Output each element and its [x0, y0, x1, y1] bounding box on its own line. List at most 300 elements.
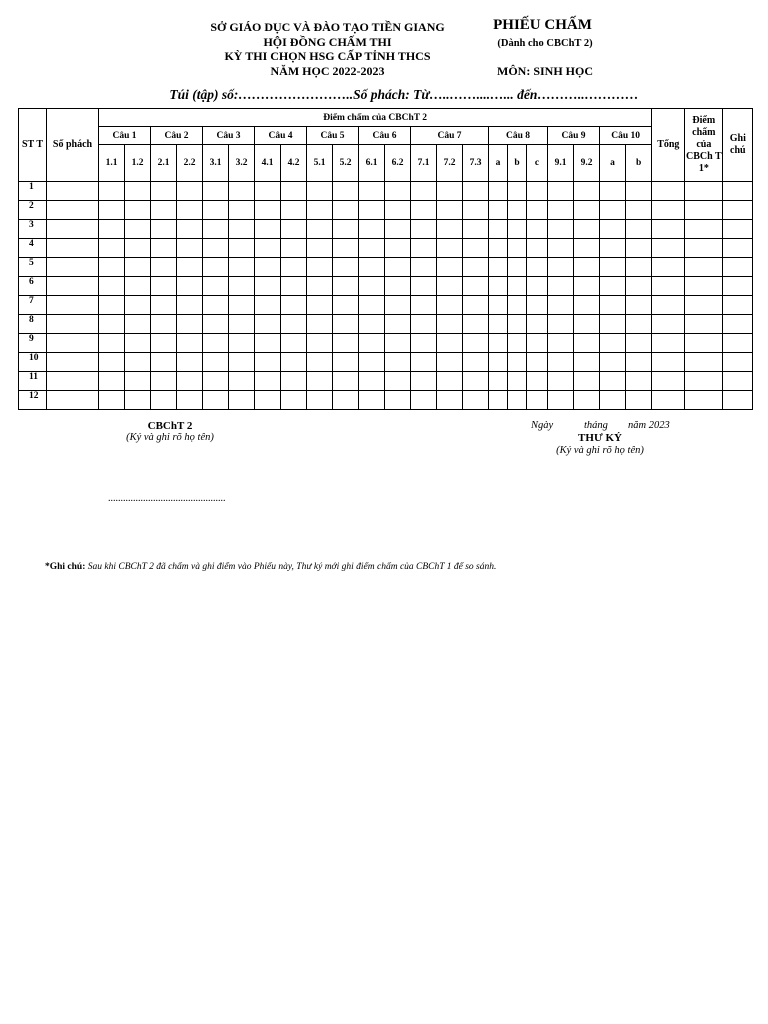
score-cell	[99, 334, 125, 353]
table-row	[19, 315, 753, 334]
cbcht1-score-cell	[685, 239, 723, 258]
score-cell	[177, 277, 203, 296]
score-cell	[177, 353, 203, 372]
score-cell	[574, 182, 600, 201]
score-cell	[281, 182, 307, 201]
score-cell	[151, 220, 177, 239]
score-cell	[151, 296, 177, 315]
table-row	[19, 296, 753, 315]
score-cell	[385, 239, 411, 258]
score-cell	[359, 201, 385, 220]
score-cell	[385, 372, 411, 391]
score-cell	[600, 334, 626, 353]
row-number: 3	[19, 220, 47, 239]
score-cell	[411, 372, 437, 391]
score-cell	[333, 182, 359, 201]
score-cell	[600, 372, 626, 391]
score-cell	[463, 220, 489, 239]
so-phach-cell	[47, 220, 99, 239]
score-cell	[411, 296, 437, 315]
score-cell	[333, 334, 359, 353]
score-cell	[203, 201, 229, 220]
score-cell	[255, 277, 281, 296]
score-cell	[574, 258, 600, 277]
footnote-label: *Ghi chú:	[45, 562, 86, 572]
score-cell	[281, 220, 307, 239]
score-cell	[600, 220, 626, 239]
score-cell	[307, 220, 333, 239]
score-cell	[255, 353, 281, 372]
subquestion-header: 2.2	[177, 145, 203, 182]
score-cell	[307, 334, 333, 353]
score-cell	[333, 258, 359, 277]
score-cell	[437, 258, 463, 277]
score-cell	[333, 372, 359, 391]
subquestion-header: 5.2	[333, 145, 359, 182]
score-cell	[359, 353, 385, 372]
score-cell	[548, 220, 574, 239]
score-cell	[125, 277, 151, 296]
table-row	[19, 182, 753, 201]
score-cell	[385, 391, 411, 410]
score-cell	[508, 258, 527, 277]
subquestion-header: 4.1	[255, 145, 281, 182]
score-cell	[548, 315, 574, 334]
note-cell	[723, 277, 753, 296]
score-cell	[489, 220, 508, 239]
signer-right-note: (Ký và ghi rõ họ tên)	[556, 445, 644, 456]
score-cell	[125, 334, 151, 353]
so-phach-cell	[47, 372, 99, 391]
score-cell	[229, 182, 255, 201]
total-cell	[652, 239, 685, 258]
score-cell	[255, 315, 281, 334]
score-cell	[489, 391, 508, 410]
score-cell	[489, 372, 508, 391]
score-cell	[177, 391, 203, 410]
score-cell	[411, 239, 437, 258]
table-row	[19, 239, 753, 258]
header-ghi-chu: Ghi chú	[723, 109, 753, 182]
score-cell	[626, 201, 652, 220]
score-cell	[307, 353, 333, 372]
score-cell	[229, 296, 255, 315]
question-header: Câu 9	[548, 127, 600, 145]
total-cell	[652, 334, 685, 353]
score-cell	[527, 258, 548, 277]
score-cell	[99, 391, 125, 410]
score-cell	[508, 353, 527, 372]
header-score-group: Điểm chấm của CBChT 2	[99, 109, 652, 127]
score-cell	[626, 391, 652, 410]
score-cell	[99, 372, 125, 391]
score-cell	[626, 182, 652, 201]
question-header: Câu 8	[489, 127, 548, 145]
row-number: 2	[19, 201, 47, 220]
score-cell	[151, 201, 177, 220]
score-cell	[281, 372, 307, 391]
table-row	[19, 277, 753, 296]
score-cell	[437, 220, 463, 239]
score-cell	[508, 296, 527, 315]
score-cell	[489, 353, 508, 372]
so-phach-cell	[47, 334, 99, 353]
subquestion-header: c	[527, 145, 548, 182]
row-number: 7	[19, 296, 47, 315]
signer-left-note: (Ký và ghi rõ họ tên)	[126, 432, 214, 443]
note-cell	[723, 239, 753, 258]
score-cell	[151, 182, 177, 201]
score-cell	[177, 239, 203, 258]
score-cell	[385, 277, 411, 296]
score-cell	[203, 372, 229, 391]
score-cell	[385, 334, 411, 353]
cbcht1-score-cell	[685, 315, 723, 334]
total-cell	[652, 296, 685, 315]
so-phach-cell	[47, 277, 99, 296]
score-cell	[281, 201, 307, 220]
score-cell	[307, 258, 333, 277]
signer-right-title: THƯ KÝ	[578, 432, 622, 444]
so-phach-cell	[47, 315, 99, 334]
org-council: HỘI ĐỒNG CHẤM THI	[263, 34, 392, 49]
score-cell	[203, 334, 229, 353]
score-cell	[203, 296, 229, 315]
score-cell	[600, 296, 626, 315]
score-cell	[333, 239, 359, 258]
score-cell	[333, 220, 359, 239]
score-cell	[177, 372, 203, 391]
score-cell	[359, 296, 385, 315]
score-cell	[600, 391, 626, 410]
so-phach-cell	[47, 353, 99, 372]
score-cell	[151, 353, 177, 372]
score-cell	[229, 277, 255, 296]
score-cell	[151, 239, 177, 258]
score-cell	[333, 296, 359, 315]
subquestion-header: b	[626, 145, 652, 182]
score-cell	[229, 372, 255, 391]
score-cell	[281, 353, 307, 372]
subquestion-header: 7.2	[437, 145, 463, 182]
score-cell	[437, 277, 463, 296]
cbcht1-score-cell	[685, 201, 723, 220]
score-cell	[626, 334, 652, 353]
score-cell	[281, 239, 307, 258]
total-cell	[652, 353, 685, 372]
header-tong: Tổng	[652, 109, 685, 182]
score-cell	[255, 296, 281, 315]
so-phach-cell	[47, 391, 99, 410]
score-cell	[359, 220, 385, 239]
score-cell	[600, 201, 626, 220]
subquestion-header: 9.1	[548, 145, 574, 182]
score-cell	[437, 315, 463, 334]
score-cell	[307, 239, 333, 258]
header-diem-cbcht1: Điểm chấm của CBCh T 1*	[685, 109, 723, 182]
score-cell	[255, 182, 281, 201]
total-cell	[652, 315, 685, 334]
score-cell	[255, 391, 281, 410]
score-cell	[99, 182, 125, 201]
score-cell	[437, 296, 463, 315]
cbcht1-score-cell	[685, 334, 723, 353]
total-cell	[652, 391, 685, 410]
table-row	[19, 391, 753, 410]
score-cell	[359, 277, 385, 296]
score-cell	[151, 334, 177, 353]
score-cell	[437, 182, 463, 201]
score-cell	[203, 182, 229, 201]
score-cell	[255, 258, 281, 277]
score-cell	[359, 372, 385, 391]
score-cell	[177, 315, 203, 334]
score-cell	[463, 201, 489, 220]
score-cell	[177, 258, 203, 277]
cbcht1-score-cell	[685, 372, 723, 391]
subquestion-header: 2.1	[151, 145, 177, 182]
score-cell	[489, 239, 508, 258]
row-number: 9	[19, 334, 47, 353]
score-table	[18, 108, 753, 410]
total-cell	[652, 277, 685, 296]
score-cell	[548, 391, 574, 410]
score-cell	[151, 372, 177, 391]
subquestion-header: 6.1	[359, 145, 385, 182]
score-cell	[307, 372, 333, 391]
score-cell	[229, 201, 255, 220]
score-cell	[548, 277, 574, 296]
score-cell	[125, 258, 151, 277]
score-cell	[626, 239, 652, 258]
score-cell	[463, 296, 489, 315]
score-cell	[177, 296, 203, 315]
so-phach-cell	[47, 182, 99, 201]
score-cell	[463, 372, 489, 391]
score-cell	[411, 201, 437, 220]
cbcht1-score-cell	[685, 277, 723, 296]
score-cell	[489, 201, 508, 220]
date-day-label: Ngày	[531, 420, 554, 431]
score-cell	[255, 372, 281, 391]
cbcht1-score-cell	[685, 258, 723, 277]
score-cell	[333, 391, 359, 410]
score-cell	[548, 258, 574, 277]
date-line	[515, 420, 695, 431]
score-cell	[177, 201, 203, 220]
note-cell	[723, 391, 753, 410]
score-cell	[548, 201, 574, 220]
score-cell	[99, 277, 125, 296]
score-cell	[508, 220, 527, 239]
score-cell	[489, 315, 508, 334]
score-cell	[527, 239, 548, 258]
score-cell	[548, 334, 574, 353]
score-cell	[508, 315, 527, 334]
score-cell	[203, 391, 229, 410]
score-cell	[527, 315, 548, 334]
score-cell	[333, 201, 359, 220]
score-cell	[229, 391, 255, 410]
score-cell	[411, 220, 437, 239]
score-cell	[574, 296, 600, 315]
signer-left-title: CBChT 2	[147, 420, 193, 432]
question-header: Câu 10	[600, 127, 652, 145]
question-header: Câu 5	[307, 127, 359, 145]
table-row	[19, 353, 753, 372]
cbcht1-score-cell	[685, 220, 723, 239]
org-exam: KỲ THI CHỌN HSG CẤP TỈNH THCS	[224, 49, 431, 63]
score-cell	[527, 296, 548, 315]
score-cell	[255, 334, 281, 353]
total-cell	[652, 201, 685, 220]
note-cell	[723, 353, 753, 372]
score-cell	[333, 353, 359, 372]
score-cell	[437, 372, 463, 391]
cbcht1-score-cell	[685, 182, 723, 201]
table-row	[19, 372, 753, 391]
score-cell	[385, 220, 411, 239]
score-cell	[281, 277, 307, 296]
score-cell	[527, 391, 548, 410]
table-row	[19, 334, 753, 353]
score-cell	[574, 220, 600, 239]
score-cell	[411, 315, 437, 334]
form-subtitle: (Dành cho CBChT 2)	[497, 38, 593, 49]
org-department: SỞ GIÁO DỤC VÀ ĐÀO TẠO TIỀN GIANG	[210, 20, 445, 34]
score-cell	[151, 277, 177, 296]
score-cell	[281, 296, 307, 315]
subquestion-header: 7.1	[411, 145, 437, 182]
score-cell	[411, 182, 437, 201]
score-cell	[125, 220, 151, 239]
score-cell	[527, 372, 548, 391]
question-header: Câu 2	[151, 127, 203, 145]
score-cell	[463, 391, 489, 410]
score-cell	[600, 277, 626, 296]
score-cell	[385, 296, 411, 315]
score-cell	[229, 239, 255, 258]
note-cell	[723, 315, 753, 334]
score-cell	[574, 315, 600, 334]
so-phach-cell	[47, 296, 99, 315]
score-cell	[411, 277, 437, 296]
score-cell	[463, 277, 489, 296]
score-cell	[508, 277, 527, 296]
score-cell	[255, 239, 281, 258]
score-cell	[125, 372, 151, 391]
cbcht1-score-cell	[685, 296, 723, 315]
score-cell	[548, 239, 574, 258]
subquestion-header: 5.1	[307, 145, 333, 182]
question-header: Câu 3	[203, 127, 255, 145]
note-cell	[723, 296, 753, 315]
score-cell	[151, 315, 177, 334]
row-number: 12	[19, 391, 47, 410]
score-cell	[99, 353, 125, 372]
score-cell	[527, 353, 548, 372]
score-cell	[177, 334, 203, 353]
total-cell	[652, 372, 685, 391]
subquestion-header: 9.2	[574, 145, 600, 182]
score-cell	[359, 334, 385, 353]
footnote	[45, 562, 745, 572]
score-cell	[437, 239, 463, 258]
score-cell	[255, 201, 281, 220]
score-cell	[281, 258, 307, 277]
header-so-phach: Số phách	[47, 109, 99, 182]
so-phach-cell	[47, 239, 99, 258]
row-number: 4	[19, 239, 47, 258]
score-cell	[151, 258, 177, 277]
subquestion-header: 7.3	[463, 145, 489, 182]
score-cell	[385, 182, 411, 201]
score-cell	[99, 315, 125, 334]
score-cell	[463, 353, 489, 372]
score-cell	[626, 353, 652, 372]
table-row	[19, 220, 753, 239]
score-cell	[203, 353, 229, 372]
score-cell	[527, 201, 548, 220]
score-cell	[125, 315, 151, 334]
score-cell	[151, 391, 177, 410]
score-cell	[99, 220, 125, 239]
score-cell	[508, 372, 527, 391]
signature-dotted-line: ...............................................	[108, 493, 226, 504]
score-cell	[281, 315, 307, 334]
score-cell	[548, 353, 574, 372]
score-cell	[177, 182, 203, 201]
question-header: Câu 4	[255, 127, 307, 145]
subquestion-header: 6.2	[385, 145, 411, 182]
score-cell	[463, 258, 489, 277]
score-cell	[359, 239, 385, 258]
score-cell	[600, 239, 626, 258]
score-cell	[203, 239, 229, 258]
score-cell	[574, 391, 600, 410]
score-cell	[125, 391, 151, 410]
score-cell	[574, 353, 600, 372]
score-cell	[489, 334, 508, 353]
score-cell	[463, 334, 489, 353]
row-number: 10	[19, 353, 47, 372]
row-number: 1	[19, 182, 47, 201]
note-cell	[723, 182, 753, 201]
subquestion-header: b	[508, 145, 527, 182]
form-title: PHIẾU CHẤM	[493, 17, 592, 33]
score-cell	[359, 315, 385, 334]
note-cell	[723, 372, 753, 391]
note-cell	[723, 258, 753, 277]
score-cell	[626, 296, 652, 315]
score-cell	[281, 334, 307, 353]
score-cell	[99, 201, 125, 220]
cbcht1-score-cell	[685, 391, 723, 410]
question-header: Câu 6	[359, 127, 411, 145]
score-cell	[385, 201, 411, 220]
score-cell	[527, 182, 548, 201]
score-cell	[600, 353, 626, 372]
score-cell	[307, 296, 333, 315]
total-cell	[652, 182, 685, 201]
score-cell	[385, 315, 411, 334]
score-cell	[411, 258, 437, 277]
score-cell	[508, 182, 527, 201]
score-cell	[307, 315, 333, 334]
score-cell	[508, 334, 527, 353]
score-cell	[385, 258, 411, 277]
score-cell	[333, 315, 359, 334]
